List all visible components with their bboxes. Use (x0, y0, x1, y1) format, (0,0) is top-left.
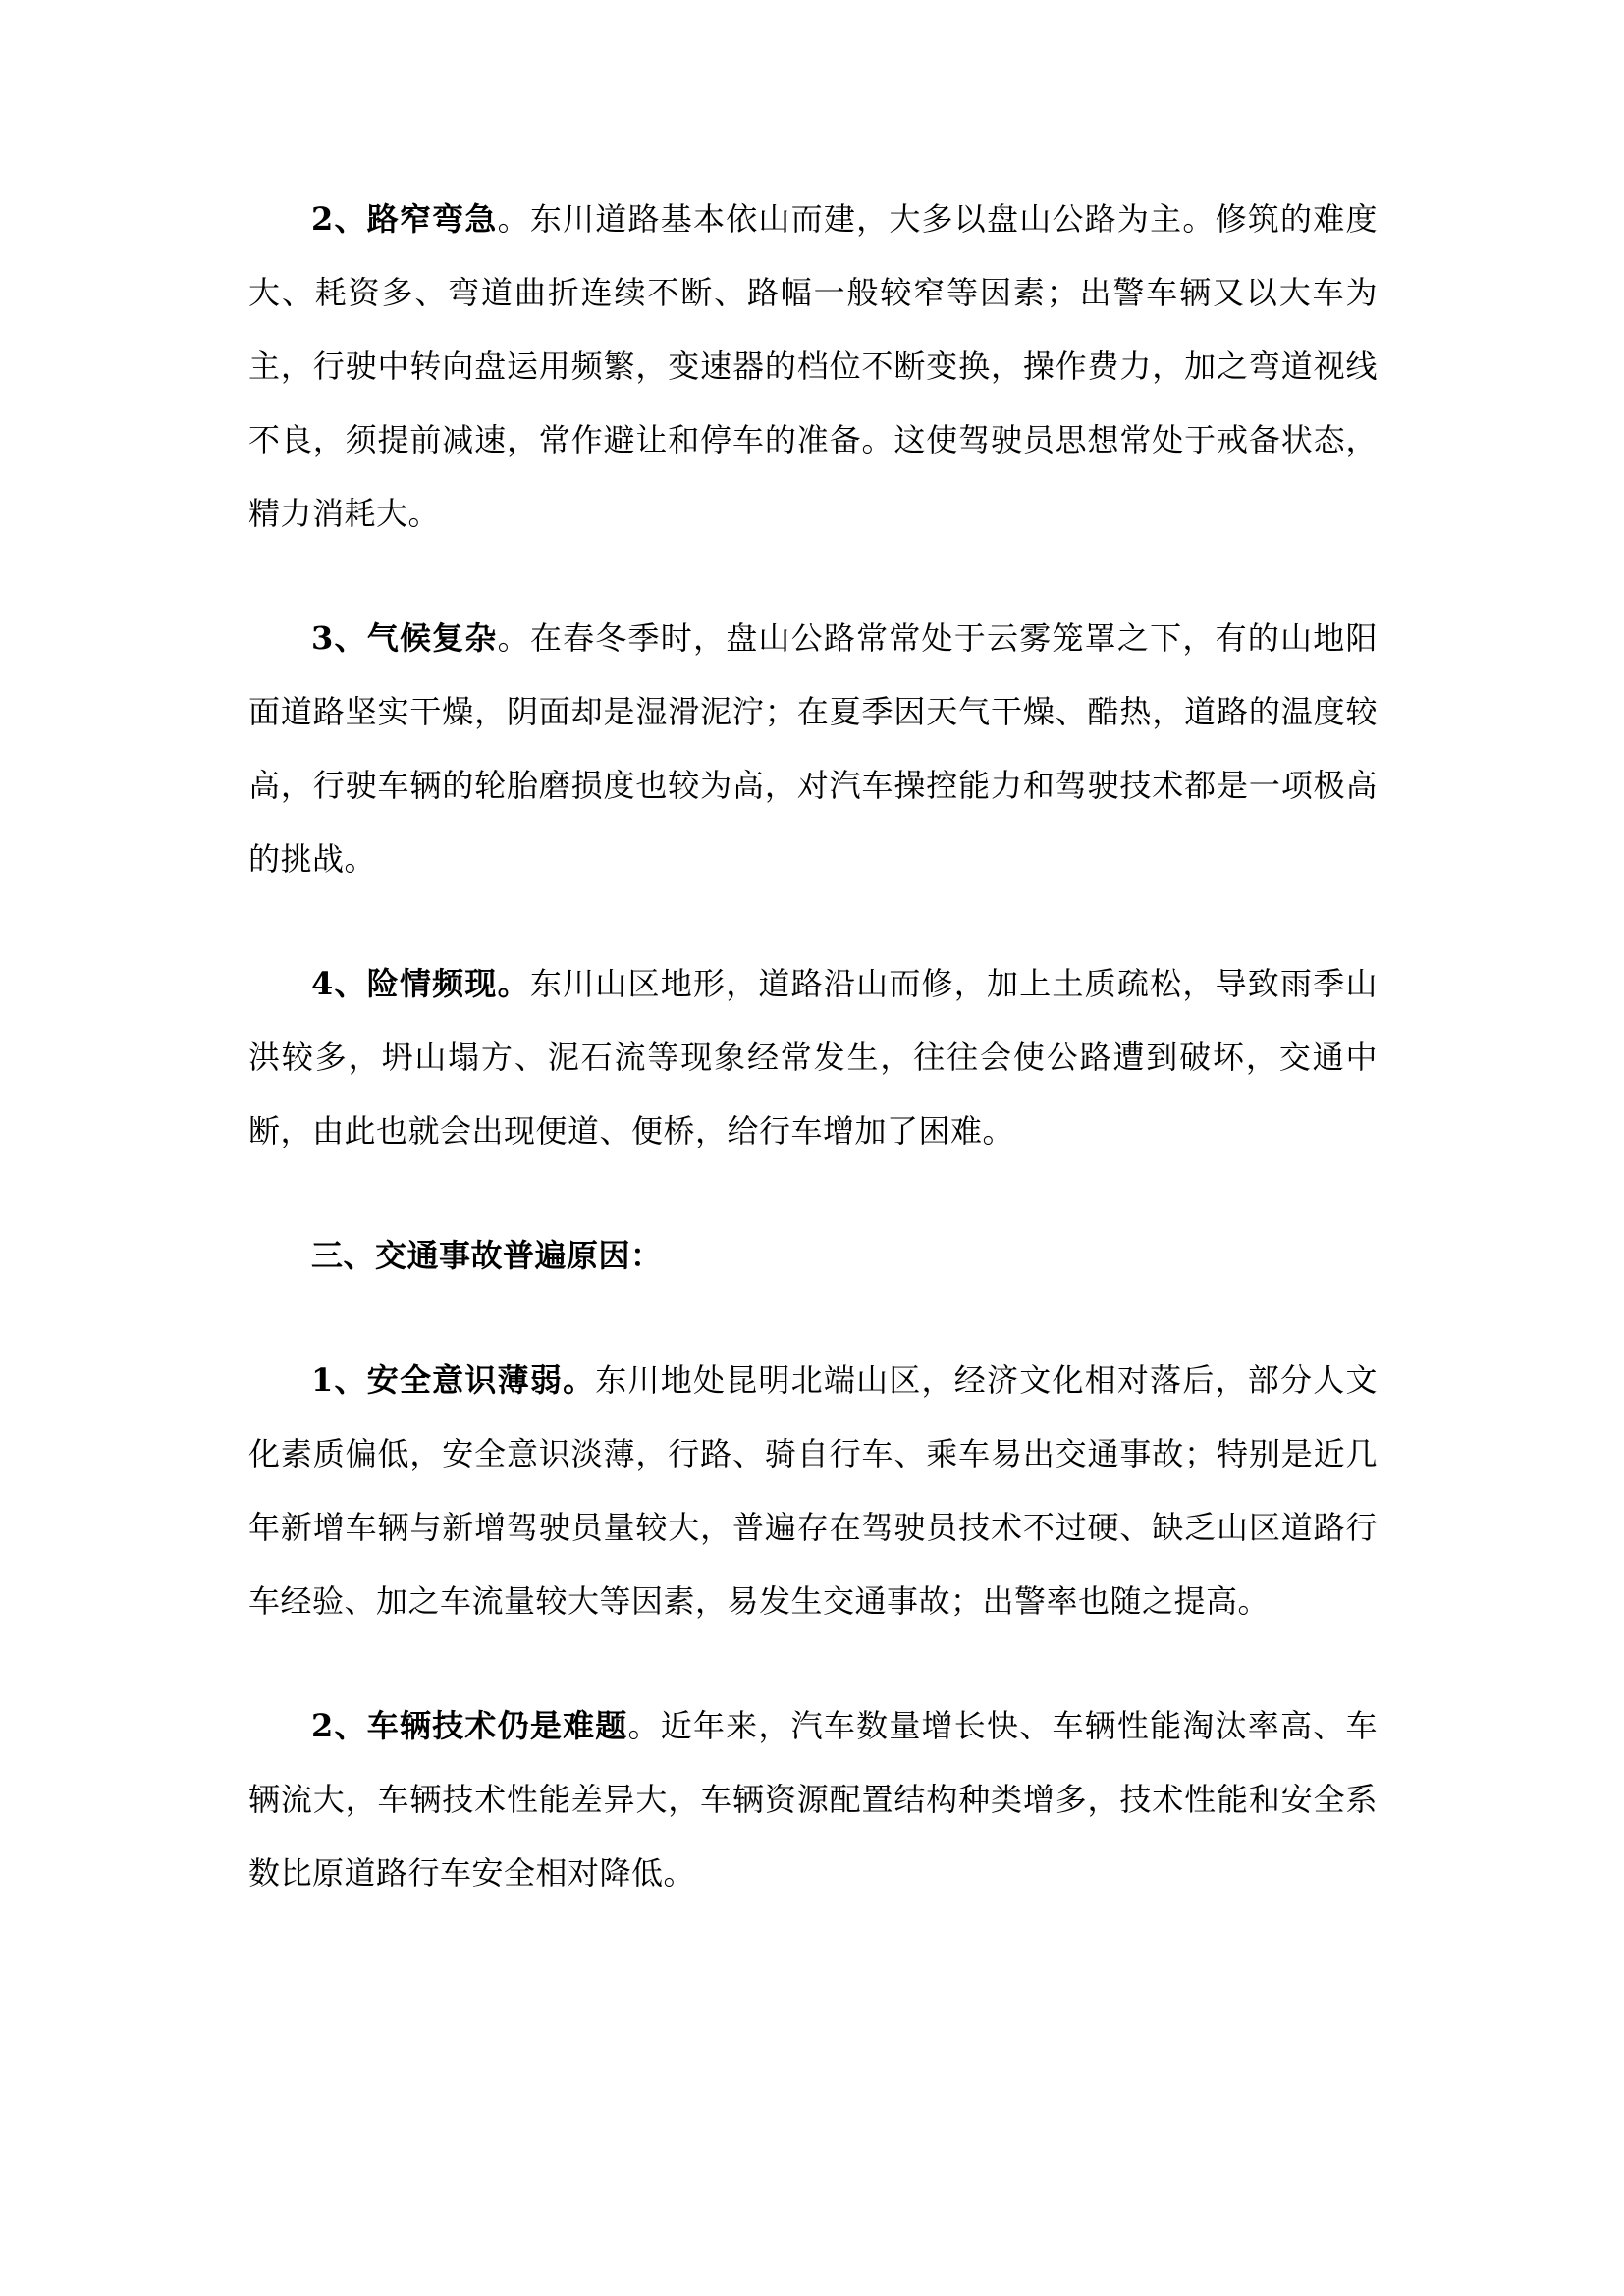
paragraph-lead: 1、安全意识薄弱。 (311, 1362, 596, 1399)
paragraph-text: 东川山区地形，道路沿山而修，加上土质疏松，导致雨季山洪较多，坍山塌方、泥石流等现象经常发生，往往会使公路遭到破坏，交通中断，由此也就会出现便道、便桥，给行车增加了困难。 (248, 965, 1378, 1149)
section-heading: 三、交通事故普遍原因： (311, 1237, 663, 1274)
paragraph-text: 东川地处昆明北端山区，经济文化相对落后，部分人文化素质偏低，安全意识淡薄，行路、骑自行车、乘车易出交通事故；特别是近几年新增车辆与新增驾驶员量较大，普遍存在驾驶员技术不过硬、缺乏山区道路行车经验、加之车流量较大等因素，易发生交通事故；出警率也随之提高。 (248, 1362, 1378, 1620)
paragraph-lead: 3、气候复杂 (311, 619, 498, 657)
paragraph-narrow-roads (248, 183, 1378, 551)
paragraph-lead: 2、路窄弯急 (311, 200, 498, 238)
paragraph-text: 。在春冬季时，盘山公路常常处于云雾笼罩之下，有的山地阳面道路坚实干燥，阴面却是湿滑泥泞；在夏季因天气干燥、酷热，道路的温度较高，行驶车辆的轮胎磨损度也较为高，对汽车操控能力和驾驶技术都是一项极高的挑战。 (248, 619, 1378, 878)
paragraph-lead: 4、险情频现。 (311, 965, 530, 1002)
paragraph-weak-safety-awareness (248, 1344, 1378, 1638)
paragraph-lead: 2、车辆技术仍是难题 (311, 1707, 628, 1744)
paragraph-text: 。近年来，汽车数量增长快、车辆性能淘汰率高、车辆流大，车辆技术性能差异大，车辆资源配置结构种类增多，技术性能和安全系数比原道路行车安全相对降低。 (248, 1707, 1378, 1892)
paragraph-complex-climate (248, 602, 1378, 896)
paragraph-frequent-hazards (248, 947, 1378, 1168)
paragraph-text: 。东川道路基本依山而建，大多以盘山公路为主。修筑的难度大、耗资多、弯道曲折连续不断、路幅一般较窄等因素；出警车辆又以大车为主，行驶中转向盘运用频繁，变速器的档位不断变换，操作费力，加之弯道视线不良，须提前减速，常作避让和停车的准备。这使驾驶员思想常处于戒备状态，精力消耗大。 (248, 200, 1378, 532)
paragraph-vehicle-technology (248, 1689, 1378, 1910)
document-body (248, 183, 1378, 1961)
